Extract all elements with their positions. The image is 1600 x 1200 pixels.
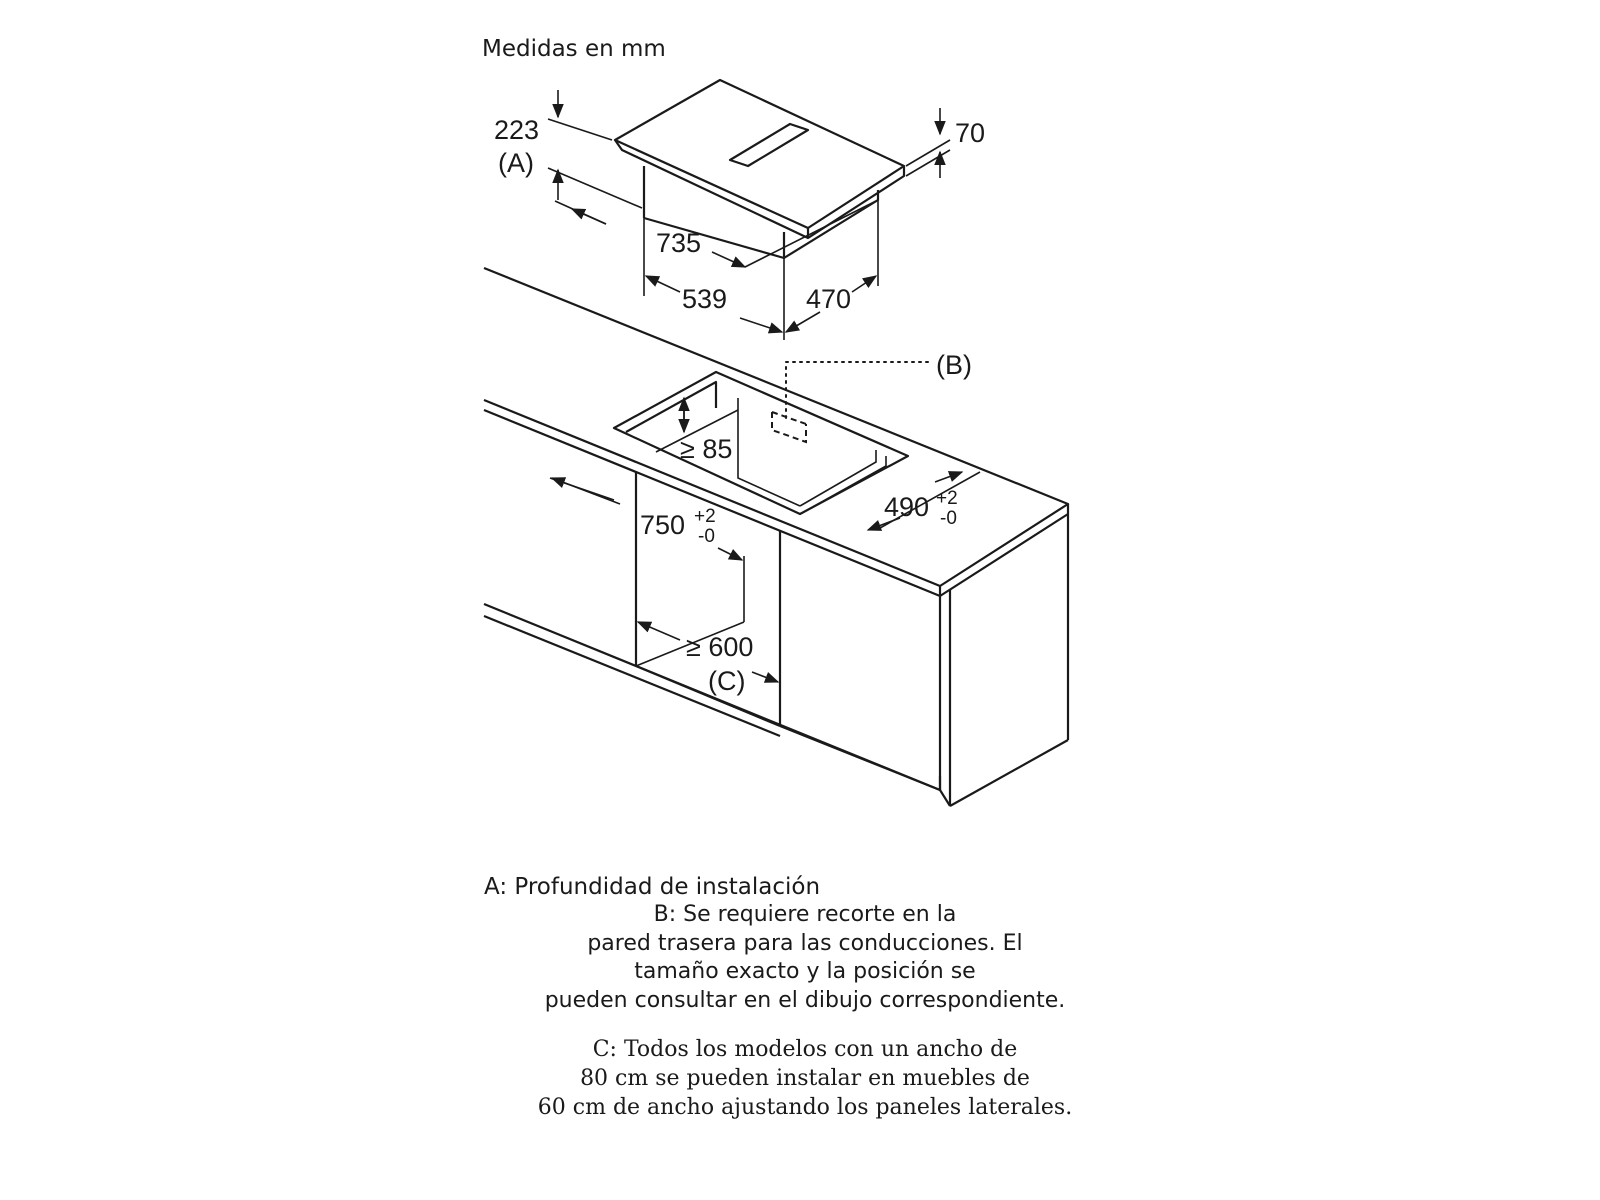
worktop (484, 268, 1068, 586)
hob-dimension-lines (548, 90, 950, 340)
label-a: (A) (498, 148, 534, 178)
dim-70: 70 (955, 118, 986, 148)
note-c-line: C: Todos los modelos con un ancho de (592, 1037, 1018, 1062)
units-caption: Medidas en mm (482, 36, 666, 62)
note-b-line: tamaño exacto y la posición se (634, 959, 976, 984)
cabinet-drawing (484, 268, 1068, 806)
dim-490: 490 (884, 492, 930, 522)
note-b (480, 901, 1130, 1015)
label-b: (B) (936, 350, 972, 380)
dim-539: 539 (682, 284, 728, 314)
vent-slot-icon (730, 124, 808, 166)
note-c-line: 60 cm de ancho ajustando los paneles laterales. (537, 1095, 1073, 1120)
dim-750-tol-minus: -0 (698, 526, 715, 547)
dim-750-tol-plus: +2 (694, 506, 716, 527)
worktop-cutout (614, 372, 908, 514)
dim-min-600: ≥ 600 (686, 632, 754, 662)
note-c-line: 80 cm se pueden instalar en muebles de (580, 1066, 1030, 1091)
rear-cutout-b (772, 412, 806, 442)
dim-470: 470 (806, 284, 852, 314)
cabinet-dimension-lines (550, 398, 980, 682)
dim-490-tol-plus: +2 (936, 488, 958, 509)
dim-750: 750 (640, 510, 686, 540)
note-c (480, 1035, 1130, 1122)
dim-735: 735 (656, 228, 702, 258)
dim-490-tol-minus: -0 (940, 508, 957, 529)
note-a: A: Profundidad de instalación (484, 874, 821, 900)
note-b-line: pared trasera para las conducciones. El (587, 930, 1023, 956)
hob-glass-top (615, 80, 904, 228)
dim-223: 223 (494, 115, 540, 145)
label-c: (C) (708, 666, 746, 696)
note-b-line: pueden consultar en el dibujo correspondiente. (544, 987, 1066, 1013)
dim-min-85: ≥ 85 (680, 434, 733, 464)
note-b-line: B: Se requiere recorte en la (653, 902, 957, 927)
